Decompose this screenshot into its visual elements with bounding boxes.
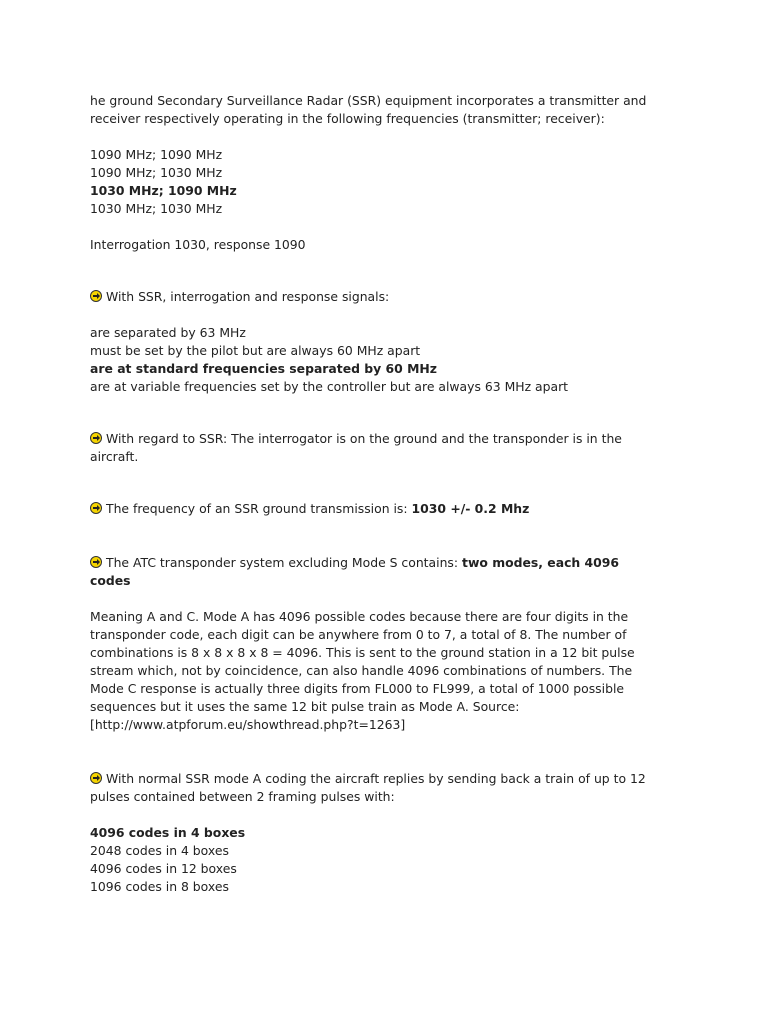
question-3-text-line-2: aircraft. [90, 449, 139, 464]
question-5-explanation [90, 608, 680, 734]
question-1-option-3-correct: 1030 MHz; 1090 MHz [90, 183, 237, 198]
question-2 [90, 288, 680, 396]
question-4-answer: 1030 +/- 0.2 Mhz [411, 501, 530, 516]
arrow-right-icon [90, 290, 102, 302]
question-4-text: The frequency of an SSR ground transmission is: [106, 501, 408, 516]
question-1-note: Interrogation 1030, response 1090 [90, 237, 306, 252]
question-6 [90, 770, 680, 896]
document-page [90, 92, 680, 896]
question-6-option-2: 2048 codes in 4 boxes [90, 843, 229, 858]
arrow-right-icon [90, 432, 102, 444]
question-6-option-1-correct: 4096 codes in 4 boxes [90, 825, 246, 840]
question-2-option-1: are separated by 63 MHz [90, 325, 246, 340]
question-1-option-4: 1030 MHz; 1030 MHz [90, 201, 223, 216]
question-4 [90, 500, 680, 518]
explanation-line: Mode C response is actually three digits from FL000 to FL999, a total of 1000 possible [90, 681, 625, 696]
question-3 [90, 430, 680, 466]
question-5 [90, 554, 680, 734]
question-1-text-line-1: he ground Secondary Surveillance Radar (SSR) equipment incorporates a transmitter and [90, 93, 647, 108]
arrow-right-icon [90, 502, 102, 514]
question-6-option-4: 1096 codes in 8 boxes [90, 879, 229, 894]
question-5-answer-part-1: two modes, each 4096 [462, 555, 620, 570]
question-2-option-4: are at variable frequencies set by the controller but are always 63 MHz apart [90, 379, 569, 394]
question-2-option-3-correct: are at standard frequencies separated by 60 MHz [90, 361, 438, 376]
explanation-line: stream which, not by coincidence, can also handle 4096 combinations of numbers. The [90, 663, 633, 678]
question-1 [90, 92, 680, 254]
question-1-text-line-2: receiver respectively operating in the following frequencies (transmitter; receiver): [90, 111, 605, 126]
source-link[interactable]: [http://www.atpforum.eu/showthread.php?t=1263] [90, 717, 406, 732]
arrow-right-icon [90, 556, 102, 568]
question-2-text: With SSR, interrogation and response signals: [106, 289, 390, 304]
explanation-line: combinations is 8 x 8 x 8 x 8 = 4096. This is sent to the ground station in a 12 bit pulse [90, 645, 635, 660]
question-5-text: The ATC transponder system excluding Mode S contains: [106, 555, 459, 570]
arrow-right-icon [90, 772, 102, 784]
question-5-answer-part-2: codes [90, 573, 131, 588]
question-1-option-1: 1090 MHz; 1090 MHz [90, 147, 223, 162]
explanation-line: Meaning A and C. Mode A has 4096 possible codes because there are four digits in the [90, 609, 629, 624]
question-3-text-line-1: With regard to SSR: The interrogator is on the ground and the transponder is in the [106, 431, 622, 446]
question-2-option-2: must be set by the pilot but are always 60 MHz apart [90, 343, 421, 358]
question-6-text-line-1: With normal SSR mode A coding the aircraft replies by sending back a train of up to 12 [106, 771, 646, 786]
question-6-option-3: 4096 codes in 12 boxes [90, 861, 237, 876]
question-1-option-2: 1090 MHz; 1030 MHz [90, 165, 223, 180]
question-6-text-line-2: pulses contained between 2 framing pulses with: [90, 789, 395, 804]
explanation-line: transponder code, each digit can be anywhere from 0 to 7, a total of 8. The number of [90, 627, 627, 642]
explanation-line: sequences but it uses the same 12 bit pulse train as Mode A. Source: [90, 699, 520, 714]
